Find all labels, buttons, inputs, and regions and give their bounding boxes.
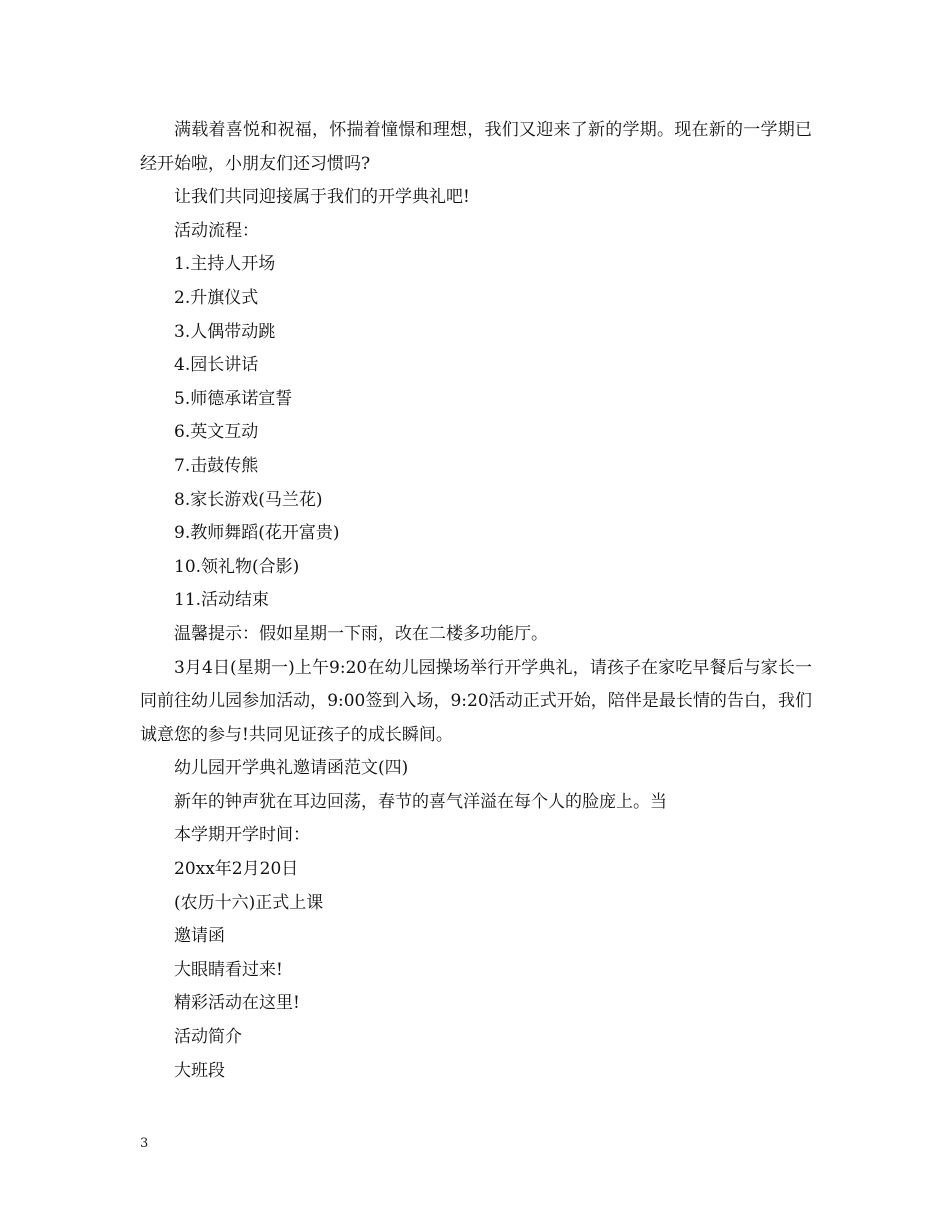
schedule-item: 5.师德承诺宣誓	[174, 388, 293, 409]
schedule-item: 10.领礼物(合影)	[174, 556, 300, 577]
schedule-item: 9.教师舞蹈(花开富贵)	[174, 523, 340, 544]
paragraph-term-start-label: 本学期开学时间：	[174, 825, 310, 846]
paragraph-look-here: 大眼睛看过来!	[174, 959, 283, 980]
schedule-item: 11.活动结束	[174, 590, 270, 611]
paragraph-term-date: 20xx年2月20日	[174, 859, 299, 880]
schedule-item: 7.击鼓传熊	[174, 455, 259, 476]
paragraph-senior-class: 大班段	[174, 1060, 225, 1081]
paragraph-schedule-heading: 活动流程：	[174, 220, 259, 241]
paragraph-intro: 满载着喜悦和祝福，怀揣着憧憬和理想，我们又迎来了新的学期。现在新的一学期已经开始啦，小朋友们还习惯吗?	[140, 120, 812, 174]
schedule-item: 2.升旗仪式	[174, 287, 259, 308]
paragraph-activities-here: 精彩活动在这里!	[174, 993, 300, 1014]
paragraph-new-year: 新年的钟声犹在耳边回荡，春节的喜气洋溢在每个人的脸庞上。当	[174, 791, 667, 812]
schedule-item: 8.家长游戏(马兰花)	[174, 489, 323, 510]
paragraph-lunar-date: (农历十六)正式上课	[174, 892, 324, 913]
page-number: 3	[140, 1136, 149, 1151]
paragraph-invitation-letter: 邀请函	[174, 926, 225, 947]
schedule-item: 6.英文互动	[174, 422, 259, 443]
schedule-item: 3.人偶带动跳	[174, 321, 276, 342]
paragraph-rain-notice: 温馨提示：假如星期一下雨，改在二楼多功能厅。	[174, 623, 548, 644]
schedule-item: 1.主持人开场	[174, 254, 276, 275]
paragraph-invitation: 让我们共同迎接属于我们的开学典礼吧!	[174, 187, 470, 208]
paragraph-activity-summary: 活动简介	[174, 1027, 242, 1048]
schedule-item: 4.园长讲话	[174, 355, 259, 376]
document-body	[140, 114, 812, 1088]
section-title: 幼儿园开学典礼邀请函范文(四)	[174, 758, 409, 779]
paragraph-event-details: 3月4日(星期一)上午9:20在幼儿园操场举行开学典礼，请孩子在家吃早餐后与家长一同前往幼儿园参加活动，9:00签到入场，9:20活动正式开始，陪伴是最长情的告白，我们诚意您的参与!共同见证孩子的成长瞬间。	[140, 657, 812, 745]
